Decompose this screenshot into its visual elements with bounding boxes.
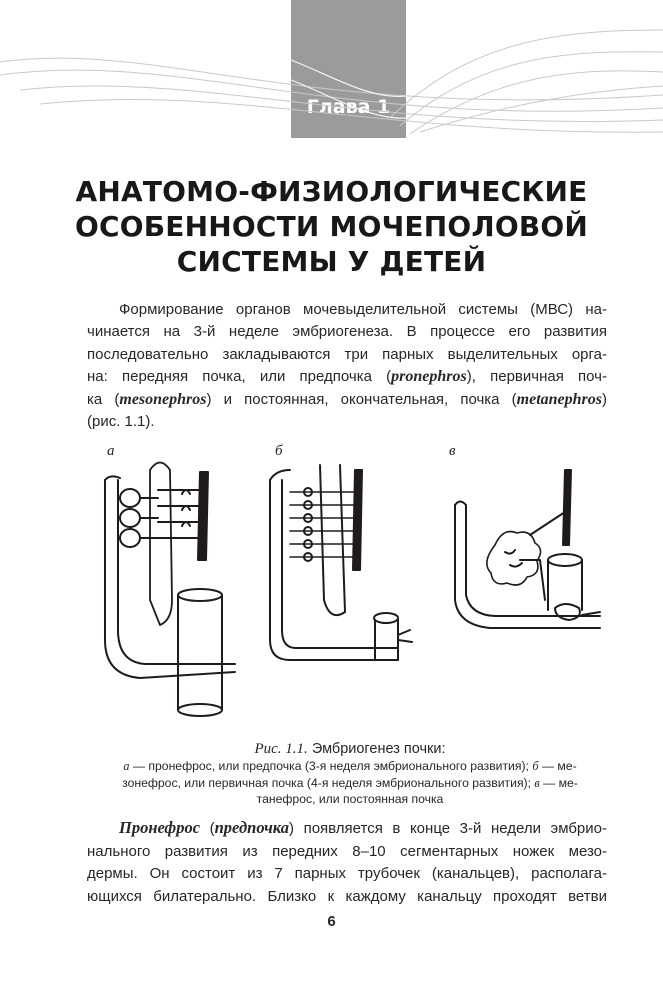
title-line: АНАТОМО-ФИЗИОЛОГИЧЕСКИЕ	[75, 175, 588, 208]
caption-fig-ref: Рис. 1.1.	[254, 741, 308, 757]
title-line: СИСТЕМЫ У ДЕТЕЙ	[176, 245, 487, 278]
caption-title	[95, 740, 605, 758]
caption-line	[95, 775, 605, 792]
text-fragment: ), первичная поч-	[466, 368, 607, 386]
text-line: дермы. Он состоит из 7 парных трубочек (канальцев), располага-	[87, 865, 607, 883]
figure-letter-a: а	[107, 443, 115, 459]
caption-letter-v: в	[534, 775, 540, 790]
text-fragment: на: передняя почка, или предпочка (	[87, 368, 392, 386]
term-predpochka: предпочка	[214, 818, 290, 837]
caption-text: зонефрос, или первичная почка (4-я неделя эмбрионального развития);	[122, 775, 535, 790]
text-line	[87, 817, 607, 841]
text-line: (рис. 1.1).	[87, 413, 155, 431]
text-fragment: ) и постоянная, окончательная, почка (	[206, 390, 517, 408]
panel-c-metanephros	[455, 470, 600, 628]
text-line: нального развития из передних 8–10 сегментарных ножек мезо-	[87, 842, 607, 860]
text-line: ющихся билатерально. Близко к каждому канальцу проходят ветви	[87, 887, 607, 905]
pronephros-paragraph	[87, 817, 607, 908]
text-line: чинается на 3-й неделе эмбриогенеза. В процессе его развития	[87, 323, 607, 341]
figure-caption	[95, 740, 605, 808]
caption-text: — ме-	[539, 775, 578, 790]
caption-text: — пронефрос, или предпочка (3-я неделя эмбрионального развития);	[129, 759, 533, 773]
text-line: Формирование органов мочевыделительной системы (МВС) на-	[119, 301, 607, 318]
figure-letter-v: в	[449, 443, 456, 459]
latin-term-metanephros: metanephros	[516, 390, 602, 408]
text-fragment: ) появляется в конце 3-й недели эмбрио-	[289, 820, 607, 837]
panel-a-pronephros	[105, 463, 235, 717]
chapter-label: Глава 1	[306, 96, 391, 118]
page-number: 6	[327, 913, 336, 930]
text-fragment: ка (	[87, 390, 120, 408]
latin-term-mesonephros: mesonephros	[119, 390, 207, 408]
caption-fig-title: Эмбриогенез почки:	[307, 741, 446, 757]
caption-text: — ме-	[538, 759, 577, 773]
text-line: последовательно закладываются три парных выделительных орга-	[87, 345, 607, 363]
term-pronephros: Пронефрос	[119, 818, 201, 837]
text-fragment: (	[200, 820, 215, 837]
latin-term-pronephros: pronephros	[391, 368, 467, 386]
caption-line	[95, 758, 605, 775]
caption-letter-b: б	[532, 759, 539, 773]
text-fragment: )	[602, 390, 607, 408]
caption-line: танефрос, или постоянная почка	[256, 792, 444, 806]
figure-letter-b: б	[275, 443, 283, 459]
caption-letter-a: а	[123, 759, 130, 773]
title-line: ОСОБЕННОСТИ МОЧЕПОЛОВОЙ	[74, 210, 589, 243]
panel-b-mesonephros	[270, 465, 412, 660]
